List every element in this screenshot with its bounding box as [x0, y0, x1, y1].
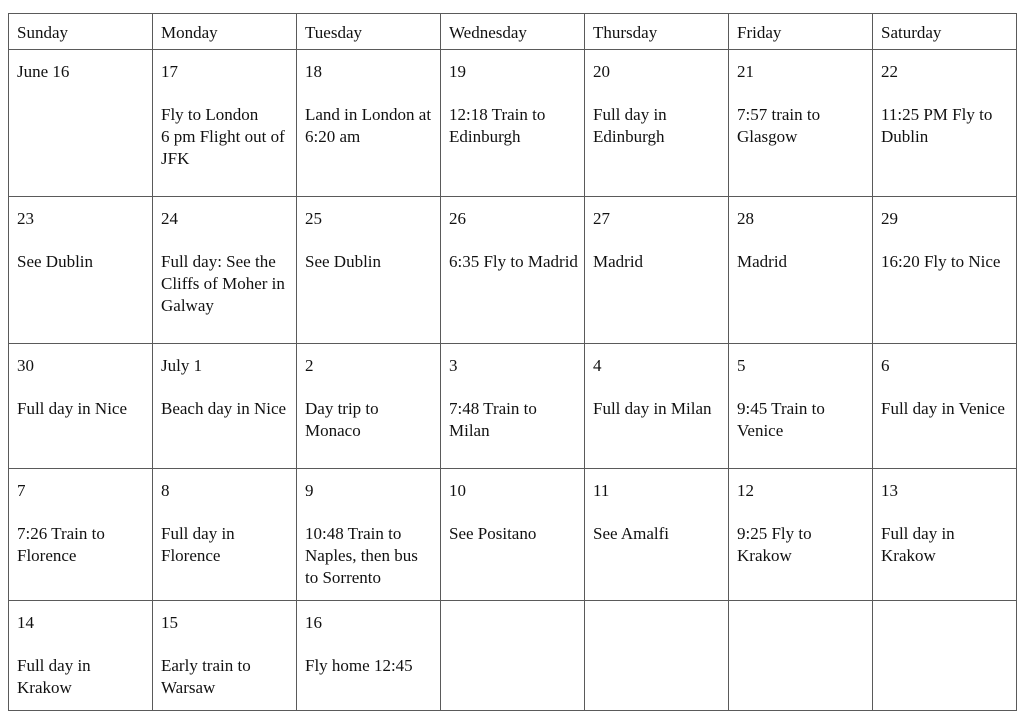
day-number: 7 — [17, 481, 26, 500]
day-event: Fly home 12:45 — [305, 656, 413, 675]
day-number: 9 — [305, 481, 314, 500]
day-event: 7:57 train to Glasgow — [737, 105, 821, 146]
day-number: 4 — [593, 356, 602, 375]
day-cell — [873, 344, 1017, 469]
day-event: Full day in Edinburgh — [593, 105, 667, 146]
day-number: 19 — [449, 62, 466, 81]
day-event: See Amalfi — [593, 524, 670, 543]
day-number: 22 — [881, 62, 898, 81]
day-event: See Dublin — [17, 252, 94, 271]
day-cell — [441, 197, 585, 344]
day-cell — [297, 50, 441, 197]
weekday-header: Tuesday — [297, 14, 441, 50]
day-number — [593, 612, 722, 634]
day-cell — [153, 601, 297, 711]
weekday-header: Wednesday — [441, 14, 585, 50]
day-number: 16 — [305, 613, 322, 632]
day-event: Full day in Milan — [593, 399, 712, 418]
day-event: 11:25 PM Fly to Dublin — [881, 105, 993, 146]
weekday-header: Monday — [153, 14, 297, 50]
week-row — [9, 601, 1017, 711]
day-event: See Positano — [449, 524, 537, 543]
day-number — [881, 612, 1010, 634]
day-number: 24 — [161, 209, 178, 228]
day-event: Land in London at 6:20 am — [305, 105, 432, 146]
day-number: 5 — [737, 356, 746, 375]
day-number: 25 — [305, 209, 322, 228]
day-event: 7:48 Train to Milan — [449, 399, 537, 440]
day-event: Full day in Nice — [17, 399, 128, 418]
day-number: 6 — [881, 356, 890, 375]
day-event: Full day in Krakow — [17, 656, 91, 697]
day-number: 11 — [593, 481, 610, 500]
day-number: July 1 — [161, 356, 203, 375]
day-event: 9:25 Fly to Krakow — [737, 524, 812, 565]
day-event: 10:48 Train to Naples, then bus to Sorrento — [305, 524, 418, 587]
day-cell — [585, 50, 729, 197]
weekday-header-row — [9, 14, 1017, 50]
day-number: 23 — [17, 209, 34, 228]
weekday-header: Thursday — [585, 14, 729, 50]
weekday-header: Friday — [729, 14, 873, 50]
day-cell — [9, 344, 153, 469]
empty-day-cell — [873, 601, 1017, 711]
day-event: Madrid — [593, 252, 644, 271]
day-event: See Dublin — [305, 252, 382, 271]
empty-day-cell — [585, 601, 729, 711]
day-cell — [153, 469, 297, 601]
week-row — [9, 344, 1017, 469]
day-cell — [873, 197, 1017, 344]
day-event: Day trip to Monaco — [305, 399, 379, 440]
day-event: 12:18 Train to Edinburgh — [449, 105, 546, 146]
day-cell — [873, 469, 1017, 601]
day-number: 2 — [305, 356, 314, 375]
day-event: 7:26 Train to Florence — [17, 524, 105, 565]
weekday-header: Saturday — [873, 14, 1017, 50]
day-cell — [153, 50, 297, 197]
day-number: June 16 — [17, 62, 70, 81]
day-number: 29 — [881, 209, 898, 228]
day-cell — [9, 469, 153, 601]
day-cell — [9, 197, 153, 344]
day-cell — [729, 50, 873, 197]
day-cell — [297, 197, 441, 344]
day-number: 13 — [881, 481, 898, 500]
day-number: 18 — [305, 62, 322, 81]
day-cell — [153, 197, 297, 344]
day-cell — [297, 344, 441, 469]
day-cell — [729, 197, 873, 344]
day-number: 10 — [449, 481, 466, 500]
day-number: 28 — [737, 209, 754, 228]
day-number: 21 — [737, 62, 754, 81]
day-cell — [729, 344, 873, 469]
day-cell — [9, 601, 153, 711]
day-event: 16:20 Fly to Nice — [881, 252, 1001, 271]
day-event: Full day in Krakow — [881, 524, 955, 565]
day-cell — [585, 344, 729, 469]
day-event: Full day in Venice — [881, 399, 1005, 418]
empty-day-cell — [441, 601, 585, 711]
day-cell — [441, 344, 585, 469]
day-cell — [9, 50, 153, 197]
day-number: 26 — [449, 209, 466, 228]
day-number: 27 — [593, 209, 610, 228]
day-number: 14 — [17, 613, 34, 632]
day-number: 17 — [161, 62, 178, 81]
day-number — [737, 612, 866, 634]
day-cell — [585, 197, 729, 344]
day-cell — [441, 469, 585, 601]
week-row — [9, 50, 1017, 197]
day-number: 3 — [449, 356, 458, 375]
day-cell — [297, 601, 441, 711]
day-cell — [441, 50, 585, 197]
day-event: Full day: See the Cliffs of Moher in Galway — [161, 252, 285, 315]
day-cell — [729, 469, 873, 601]
day-number: 20 — [593, 62, 610, 81]
day-event: Beach day in Nice — [161, 399, 287, 418]
day-cell — [873, 50, 1017, 197]
day-number: 8 — [161, 481, 170, 500]
day-event: 9:45 Train to Venice — [737, 399, 825, 440]
weekday-header: Sunday — [9, 14, 153, 50]
day-event: Full day in Florence — [161, 524, 235, 565]
empty-day-cell — [729, 601, 873, 711]
day-cell — [585, 469, 729, 601]
day-event: 6:35 Fly to Madrid — [449, 252, 578, 271]
day-event: Early train to Warsaw — [161, 656, 251, 697]
week-row — [9, 469, 1017, 601]
day-event: Fly to London 6 pm Flight out of JFK — [161, 105, 285, 168]
itinerary-calendar-table — [8, 13, 1017, 711]
day-cell — [153, 344, 297, 469]
day-number: 30 — [17, 356, 34, 375]
day-number: 15 — [161, 613, 178, 632]
day-number: 12 — [737, 481, 754, 500]
day-event: Madrid — [737, 252, 788, 271]
day-cell — [297, 469, 441, 601]
day-number — [449, 612, 578, 634]
week-row — [9, 197, 1017, 344]
